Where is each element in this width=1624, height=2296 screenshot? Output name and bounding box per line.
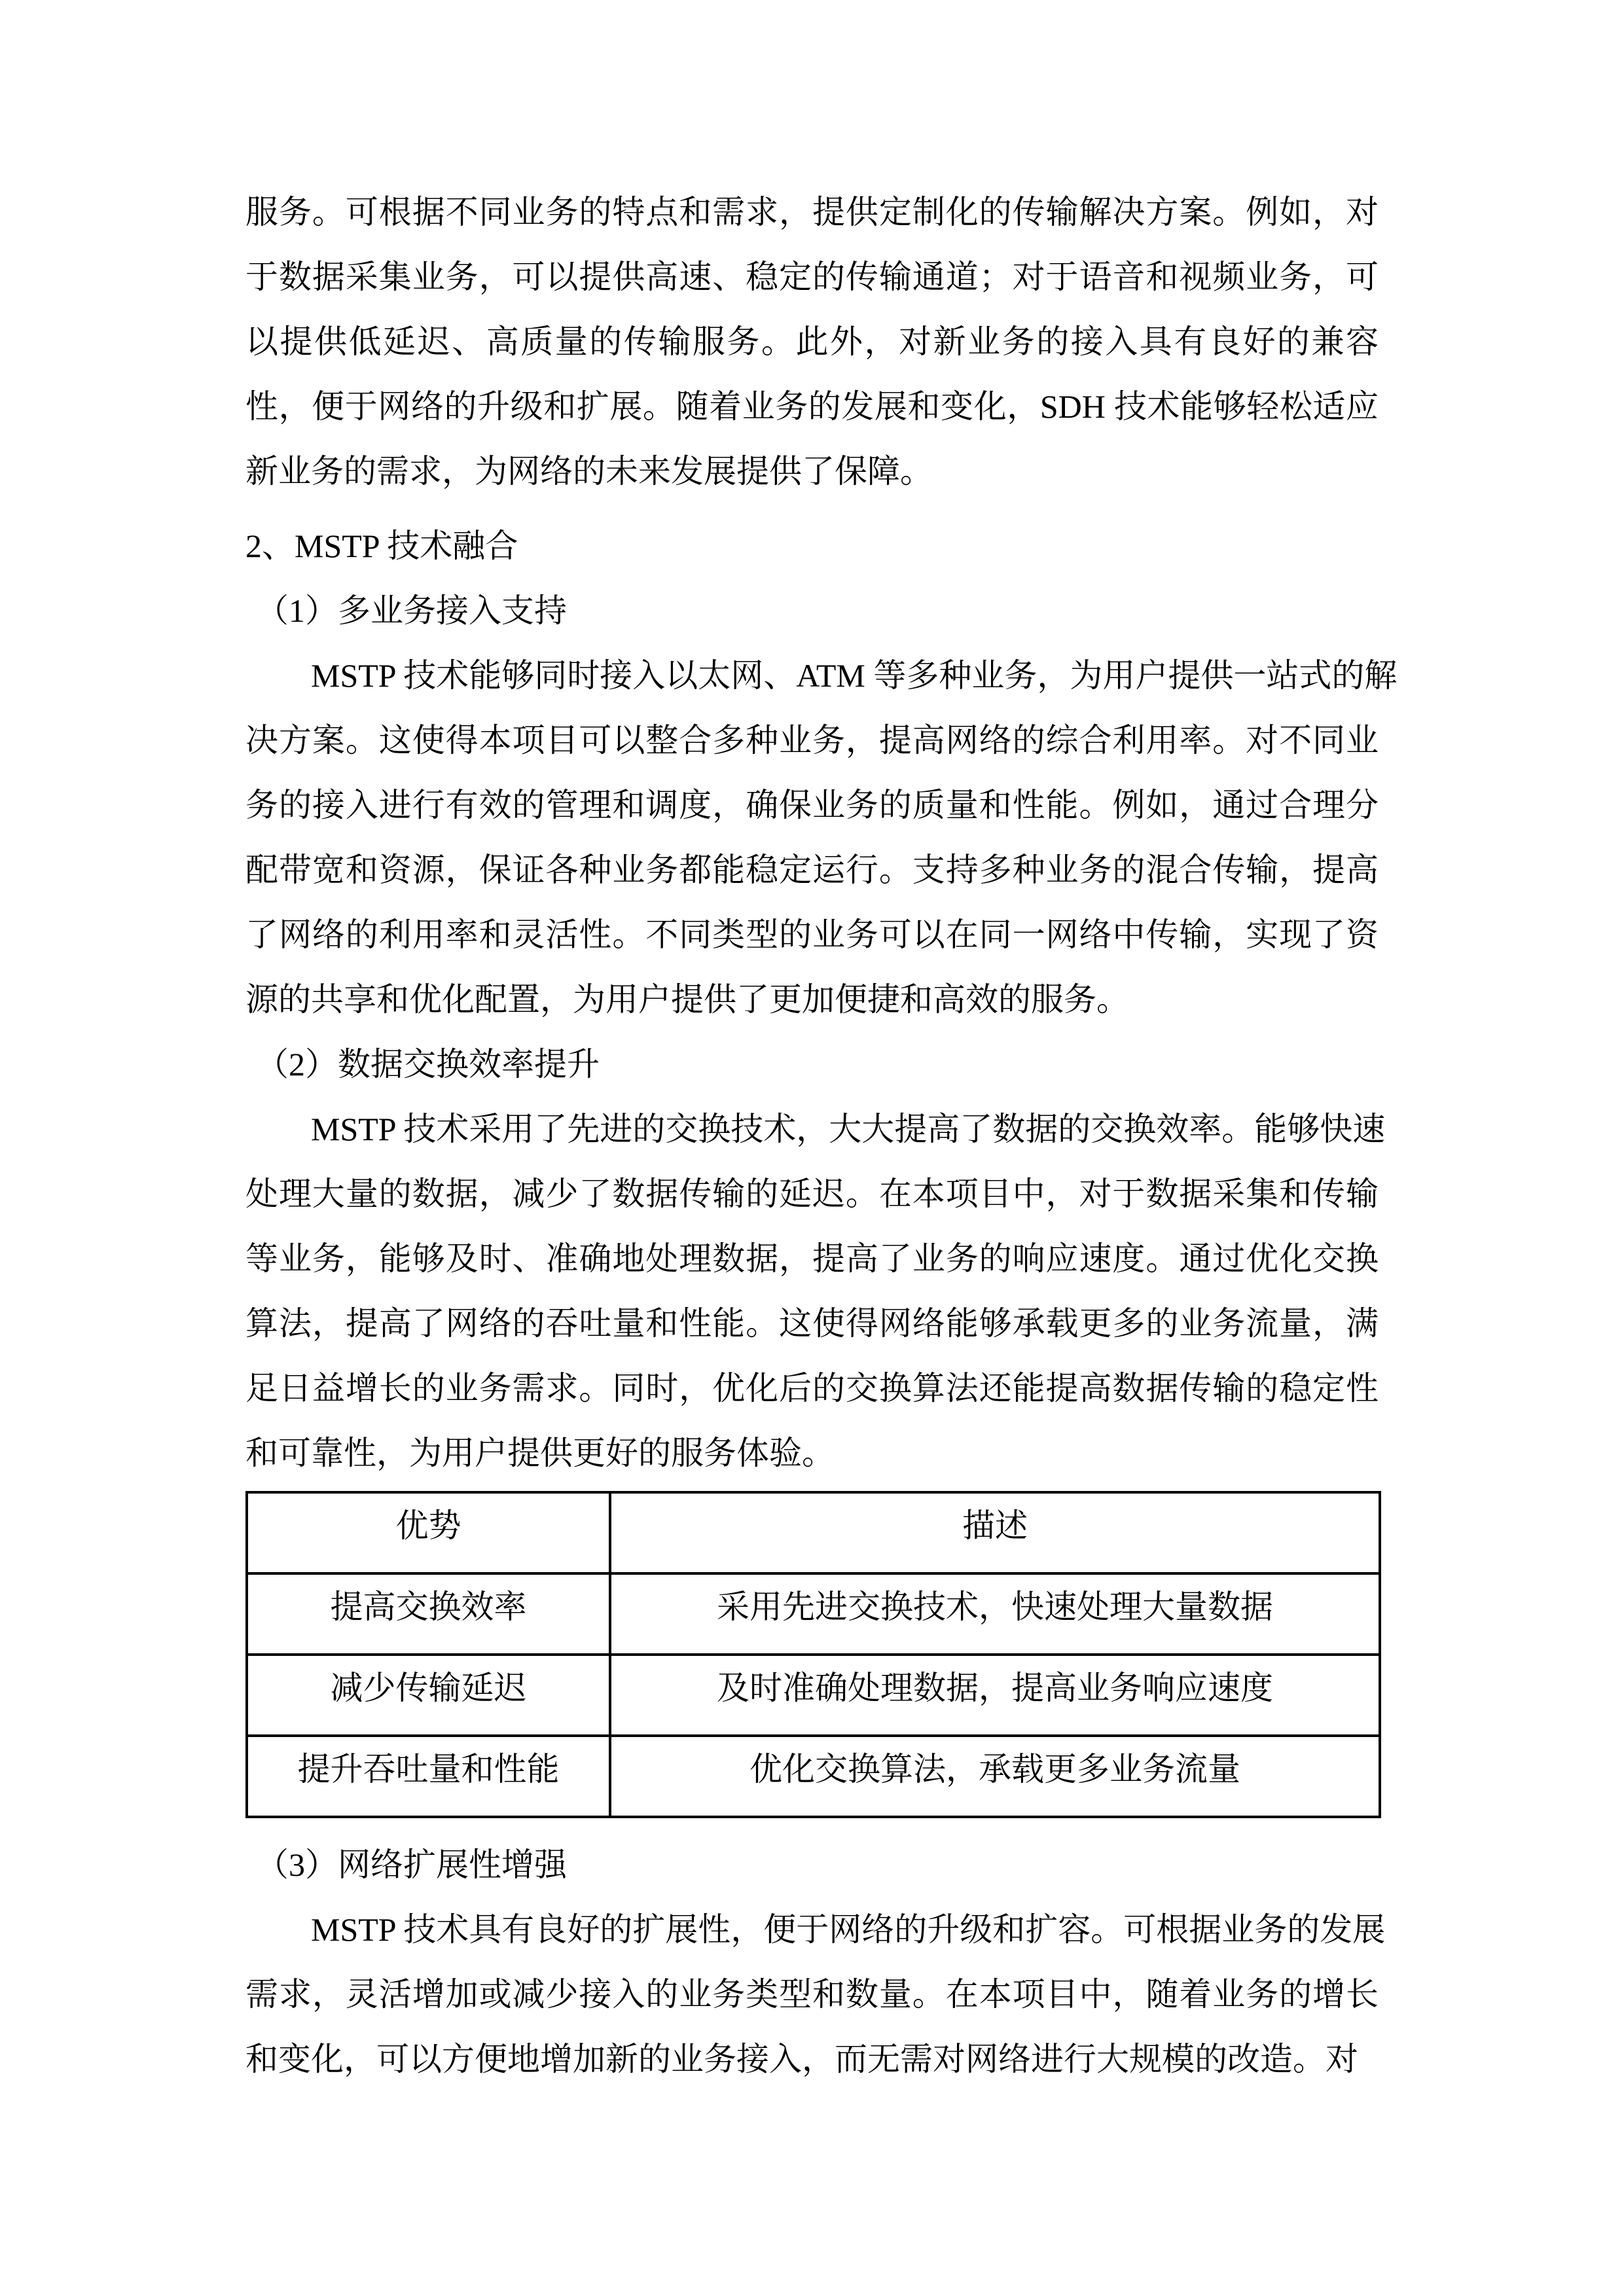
text-line: 以提供低延迟、高质量的传输服务。此外，对新业务的接入具有良好的兼容 bbox=[245, 323, 1379, 360]
text-line: 了网络的利用率和灵活性。不同类型的业务可以在同一网络中传输，实现了资 bbox=[245, 916, 1379, 953]
text-line: 决方案。这使得本项目可以整合多种业务，提高网络的综合利用率。对不同业 bbox=[245, 722, 1379, 759]
description-cell: 及时准确处理数据，提高业务响应速度 bbox=[610, 1655, 1380, 1736]
advantage-cell: 提升吞吐量和性能 bbox=[247, 1736, 610, 1817]
text-line: MSTP 技术能够同时接入以太网、ATM 等多种业务，为用户提供一站式的解 bbox=[311, 657, 1398, 694]
paragraph-data-exchange-efficiency bbox=[245, 1097, 1386, 1486]
subsection-heading-3: （3）网络扩展性增强 bbox=[256, 1846, 567, 1883]
text-line: 处理大量的数据，减少了数据传输的延迟。在本项目中，对于数据采集和传输 bbox=[245, 1175, 1379, 1212]
description-cell: 采用先进交换技术，快速处理大量数据 bbox=[610, 1573, 1380, 1655]
text-line: MSTP 技术具有良好的扩展性，便于网络的升级和扩容。可根据业务的发展 bbox=[311, 1911, 1386, 1948]
text-line: 等业务，能够及时、准确地处理数据，提高了业务的响应速度。通过优化交换 bbox=[245, 1240, 1379, 1277]
text-line: MSTP 技术采用了先进的交换技术，大大提高了数据的交换效率。能够快速 bbox=[311, 1111, 1386, 1147]
table-header-row bbox=[247, 1492, 1380, 1573]
text-line: 需求，灵活增加或减少接入的业务类型和数量。在本项目中，随着业务的增长 bbox=[245, 1976, 1379, 2013]
subsection-heading-2: （2）数据交换效率提升 bbox=[256, 1046, 600, 1083]
section-heading-mstp: 2、MSTP 技术融合 bbox=[245, 528, 518, 564]
table-row bbox=[247, 1573, 1380, 1655]
advantage-cell: 提高交换效率 bbox=[247, 1573, 610, 1655]
description-cell: 优化交换算法，承载更多业务流量 bbox=[610, 1736, 1380, 1817]
advantage-header-cell: 优势 bbox=[247, 1492, 610, 1573]
text-line: 源的共享和优化配置，为用户提供了更加便捷和高效的服务。 bbox=[245, 981, 1129, 1018]
advantage-cell: 减少传输延迟 bbox=[247, 1655, 610, 1736]
paragraph-network-scalability bbox=[245, 1897, 1386, 2092]
text-line: 配带宽和资源，保证各种业务都能稳定运行。支持多种业务的混合传输，提高 bbox=[245, 852, 1379, 888]
text-line: 新业务的需求，为网络的未来发展提供了保障。 bbox=[245, 453, 933, 490]
text-line: 和可靠性，为用户提供更好的服务体验。 bbox=[245, 1435, 835, 1471]
description-header-cell: 描述 bbox=[610, 1492, 1380, 1573]
table-row bbox=[247, 1736, 1380, 1817]
text-line: 服务。可根据不同业务的特点和需求，提供定制化的传输解决方案。例如，对 bbox=[245, 194, 1379, 230]
text-line: 性，便于网络的升级和扩展。随着业务的发展和变化，SDH 技术能够轻松适应 bbox=[245, 388, 1379, 425]
paragraph-multi-service-access bbox=[245, 643, 1398, 1032]
text-line: 和变化，可以方便地增加新的业务接入，而无需对网络进行大规模的改造。对 bbox=[245, 2041, 1358, 2077]
subsection-heading-1: （1）多业务接入支持 bbox=[256, 592, 567, 629]
table-row bbox=[247, 1655, 1380, 1736]
text-line: 足日益增长的业务需求。同时，优化后的交换算法还能提高数据传输的稳定性 bbox=[245, 1370, 1379, 1407]
text-line: 算法，提高了网络的吞吐量和性能。这使得网络能够承载更多的业务流量，满 bbox=[245, 1305, 1379, 1342]
intro-paragraph bbox=[245, 180, 1379, 504]
text-line: 于数据采集业务，可以提供高速、稳定的传输通道；对于语音和视频业务，可 bbox=[245, 259, 1379, 295]
table-body bbox=[247, 1573, 1380, 1817]
advantages-table bbox=[245, 1491, 1381, 1818]
text-line: 务的接入进行有效的管理和调度，确保业务的质量和性能。例如，通过合理分 bbox=[245, 787, 1379, 823]
